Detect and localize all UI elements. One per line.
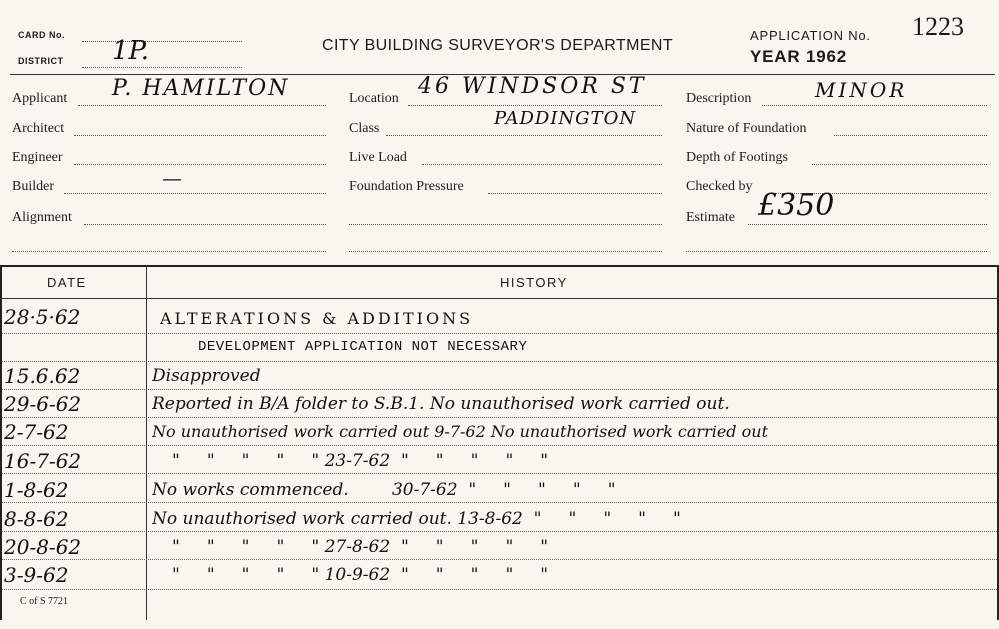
year-label: YEAR 1962 xyxy=(750,47,847,66)
blank-line-right xyxy=(686,251,987,252)
header-underline xyxy=(0,298,999,299)
nature-of-foundation-line xyxy=(834,135,987,136)
row-rule xyxy=(2,473,997,474)
location-line xyxy=(408,105,662,106)
history-top-rule xyxy=(0,265,999,267)
history-row-date: 15.6.62 xyxy=(4,364,81,388)
blank-line-left xyxy=(12,251,326,252)
location-value: 46 WINDSOR ST xyxy=(418,74,647,99)
architect-label: Architect xyxy=(12,121,65,136)
history-row-text: " " " " " 27-8-62 " " " " " xyxy=(172,537,549,557)
applicant-value: P. HAMILTON xyxy=(112,76,290,101)
architect-line xyxy=(74,135,326,136)
live-load-line xyxy=(422,164,662,165)
history-row-text: No unauthorised work carried out. 13-8-62 " " " " " xyxy=(152,509,681,529)
row-rule xyxy=(2,361,997,362)
row-rule xyxy=(2,417,997,418)
checked-by-label: Checked by xyxy=(686,179,753,194)
history-row-text: No works commenced. 30-7-62 " " " " " xyxy=(152,480,616,500)
row-rule xyxy=(2,531,997,532)
class-value: PADDINGTON xyxy=(494,108,637,129)
district-value: 1P. xyxy=(112,36,150,66)
estimate-value: £350 xyxy=(758,188,835,223)
row-rule xyxy=(2,333,997,334)
estimate-label: Estimate xyxy=(686,210,735,225)
blank-line-mid-2 xyxy=(349,251,662,252)
history-row-text: ALTERATIONS & ADDITIONS xyxy=(160,309,474,328)
date-column-header: DATE xyxy=(47,275,87,290)
live-load-label: Live Load xyxy=(349,150,407,165)
date-column-divider xyxy=(146,266,147,620)
history-row-date: 20-8-62 xyxy=(4,535,82,559)
history-row-text: Reported in B/A folder to S.B.1. No unauthorised work carried out. xyxy=(152,394,730,414)
history-row-text: " " " " " 23-7-62 " " " " " xyxy=(172,451,549,471)
engineer-line xyxy=(74,164,326,165)
row-rule xyxy=(2,445,997,446)
department-title: CITY BUILDING SURVEYOR'S DEPARTMENT xyxy=(322,37,674,54)
history-row-date: 1-8-62 xyxy=(4,478,69,502)
description-line xyxy=(762,105,987,106)
location-label: Location xyxy=(349,91,399,106)
alignment-label: Alignment xyxy=(12,210,72,225)
builder-line xyxy=(64,193,326,194)
application-no-value: 1223 xyxy=(912,12,964,41)
history-column-header: HISTORY xyxy=(500,275,568,290)
applicant-line xyxy=(78,105,326,106)
applicant-label: Applicant xyxy=(12,91,68,106)
description-value: MINOR xyxy=(815,78,908,102)
nature-of-foundation-label: Nature of Foundation xyxy=(686,121,807,136)
history-row-date: 3-9-62 xyxy=(4,563,69,587)
history-row-text: DEVELOPMENT APPLICATION NOT NECESSARY xyxy=(198,339,528,355)
depth-of-footings-label: Depth of Footings xyxy=(686,150,788,165)
history-row-date: 28·5·62 xyxy=(4,305,81,329)
row-rule xyxy=(2,589,997,590)
alignment-line xyxy=(84,224,326,225)
district-line xyxy=(82,67,242,68)
class-label: Class xyxy=(349,121,380,136)
estimate-line xyxy=(748,224,987,225)
card-no-label: CARD No. xyxy=(18,30,65,40)
builder-value: — xyxy=(162,166,182,190)
class-line xyxy=(386,135,662,136)
history-row-date: 8-8-62 xyxy=(4,507,69,531)
foundation-pressure-line xyxy=(488,193,662,194)
blank-line-mid-1 xyxy=(349,224,662,225)
history-row-date: 29-6-62 xyxy=(4,392,82,416)
engineer-label: Engineer xyxy=(12,150,63,165)
row-rule xyxy=(2,502,997,503)
left-border xyxy=(0,266,2,620)
row-rule xyxy=(2,389,997,390)
history-row-text: No unauthorised work carried out 9-7-62 No unauthorised work carried out xyxy=(152,422,768,441)
row-rule xyxy=(2,559,997,560)
history-row-date: 2-7-62 xyxy=(4,420,69,444)
application-no-label: APPLICATION No. xyxy=(750,28,871,43)
builder-label: Builder xyxy=(12,179,54,194)
history-row-text: Disapproved xyxy=(152,366,261,386)
history-row-text: " " " " " 10-9-62 " " " " " xyxy=(172,565,549,585)
depth-of-footings-line xyxy=(812,164,987,165)
description-label: Description xyxy=(686,91,752,106)
form-number: C of S 7721 xyxy=(20,596,69,607)
foundation-pressure-label: Foundation Pressure xyxy=(349,179,464,194)
district-label: DISTRICT xyxy=(18,56,64,66)
history-row-date: 16-7-62 xyxy=(4,449,82,473)
card-no-line xyxy=(82,41,242,42)
